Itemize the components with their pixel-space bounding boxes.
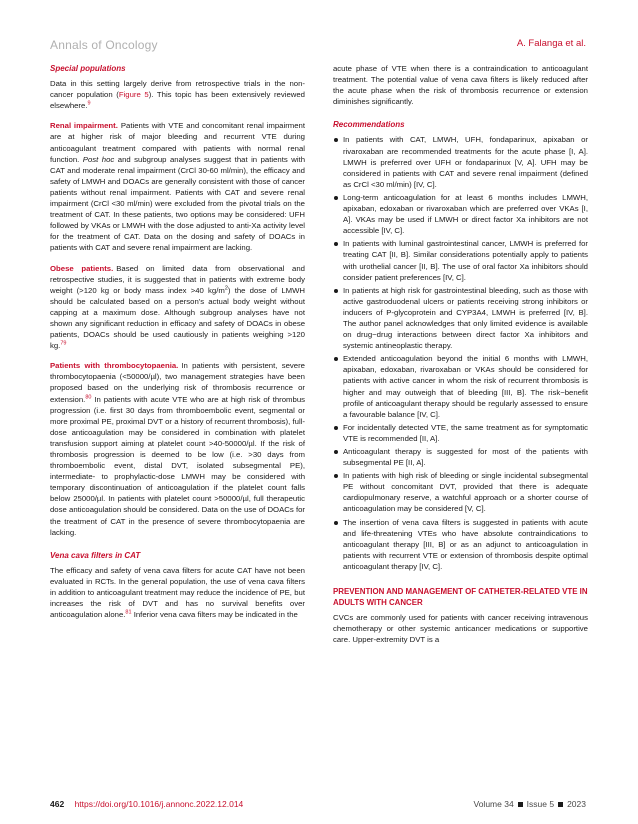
continued-paragraph: acute phase of VTE when there is a contraindication to anticoagulant treatment. The potential value of vena cava filters is likely reduced after the acute phase when the risk of thrombosis recurrence or extension diminishes significantly. [333,64,588,107]
list-item: The insertion of vena cava filters is suggested in patients with acute and life-threatening VTEs who have absolute contraindications to anticoagulant therapy [III, B] or as an adjunct to anticoagulation in patients with recurrent VTE or extension of thrombosis despite optimal anticoagulant therapy [IV, C]. [333,517,588,572]
left-column [50,63,305,629]
volume-info: Volume 34 Issue 5 2023 [473,799,586,809]
list-item: In patients with luminal gastrointestinal cancer, LMWH is preferred for treating CAT [II, B]. Similar considerations potentially apply to patients with urothelial cancer [II, B]. The use of oral factor Xa inhibitors should consider patient preferences [IV, C]. [333,238,588,282]
list-item: In patients with high risk of bleeding or single incidental subsegmental PE without concomitant DVT, provided that there is adequate cardiopulmonary reserve, a watchful approach or a shorter course of anticoagulation may be considered [V, C]. [333,470,588,514]
list-item: For incidentally detected VTE, the same treatment as for symptomatic VTE is recommended [II, A]. [333,422,588,444]
reference-link[interactable]: 81 [125,609,132,616]
renal-subheading: Renal impairment. [50,121,118,131]
right-column [333,63,588,654]
reference-link[interactable]: 80 [85,393,92,400]
list-item: Anticoagulant therapy is suggested for most of the patients with subsegmental PE [II, A]. [333,446,588,468]
list-item: In patients at high risk for gastrointestinal bleeding, such as those with active gastroduodenal ulcers or patients receiving strong inhibitors or inducers of P-glycoprotein and CYP3A4, LMWH is preferred [IV, B]. The author panel acknowledges that only limited evidence is available on drug−drug interactions between direct factor Xa inhibitors and systemic antineoplastic therapy. [333,285,588,352]
intro-paragraph: Data in this setting largely derive from retrospective trials in the non-cancer population (Figure 5). This topic has been extensively reviewed elsewhere.$^9$ [50,79,305,111]
list-item: Long-term anticoagulation for at least 6 months includes LMWH, apixaban, edoxaban or rivaroxaban which are preferred over VKAs [I, A]. VKAs may be used if LMWH or direct factor Xa inhibitors are not accessible [IV, C]. [333,192,588,236]
vena-cava-paragraph: The efficacy and safety of vena cava filters for acute CAT have not been evaluated in RCTs. In the general population, the use of vena cava filters in addition to anticoagulant treatment may reduce the incidence of PE, but increases the risk of DVT and has no survival benefits over anticoagulation alone.$^{81}$ Inferior vena cava filters may be indicated in the [50,565,305,620]
running-author: A. Falanga et al. [516,38,586,49]
section-paragraph: CVCs are commonly used for patients with cancer receiving intravenous chemotherapy or other systemic anticancer medications or supportive care. Upper-extremity DVT is a [333,613,588,645]
obese-subheading: Obese patients. [50,263,114,273]
separator-square-icon [558,802,563,807]
obese-paragraph: Obese patients. Based on limited data from observational and retrospective studies, it is suggested that in patients with extreme body weight (>120 kg or body mass index >40 $kg/m^2$) the dose of LMWH should be calculated based on a person's actual body weight without capping at a maximum dose. Although subgroup analyses have not shown any significant reduction in efficacy and safety of DOACs in obese patients, DOACs should be used cautiously in patients weighing >120 kg.$^{79}$ [50,263,305,351]
figure-link[interactable]: Figure 5 [118,90,149,100]
recommendations-heading: Recommendations [333,120,405,130]
doi-link[interactable]: https://doi.org/10.1016/j.annonc.2022.12.014 [74,799,244,809]
page-number: 462 [50,799,65,809]
thrombocytopaenia-paragraph: Patients with thrombocytopaenia. In patients with persistent, severe thrombocytopaenia (<50000/µl), two management strategies have been proposed based on the underlying risk of thrombosis recurrence or extension.$^{80}$ In patients with acute VTE who are at high risk of thrombus progression (i.e. first 30 days from thromboembolic event, segmental or more proximal PE, proximal DVT or a history of recurrent thrombosis), full-dose anticoagulation may be considered in combination with platelet transfusion support aiming at platelet count >40-50000/µl. If the risk of thrombosis progression is deemed to be low (i.e. >30 days from thromboembolic event, distal DVT, isolated subsegmental PE), intermediate- to prophylactic-dose LMWH may be considered with temporary discontinuation of anticoagulation if the platelet count falls below 25000/µl. In patients with platelet count >50000/µl, full therapeutic dose anticoagulation should be considered. Data on the use of DOACs for the treatment of CAT in the presence of severe thrombocytopaenia are lacking. [50,361,306,537]
separator-square-icon [518,802,523,807]
reference-link[interactable]: 79 [60,340,67,347]
recommendations-list [333,134,588,572]
renal-paragraph: Renal impairment. Patients with VTE and concomitant renal impairment are at higher risk of major bleeding and recurrent VTE during anticoagulant treatment compared with patients with normal renal function. Post hoc and subgroup analyses suggest that in patients with CAT and moderate renal impairment (CrCl 30-60 ml/min), the efficacy and safety of LMWH and DOACs are generally consistent with those of cancer patients without renal impairment. Patients with CAT and severe renal impairment (CrCl <30 ml/min) were excluded from the pivotal trials on the treatment of CAT. In these patients, two options may be considered: UFH followed by VKAs or LMWH with the dose adjusted to anti-Xa activity level for the treatment of CAT. Data on the dosing and safety of DOACs in patients with CAT and severe renal impairment are lacking. [50,121,306,253]
page-footer [50,799,586,809]
thrombocytopaenia-subheading: Patients with thrombocytopaenia. [50,361,179,371]
special-populations-heading: Special populations [50,64,126,73]
vena-cava-heading: Vena cava filters in CAT [50,550,141,560]
list-item: Extended anticoagulation beyond the initial 6 months with LMWH, apixaban, edoxaban, rivaroxaban or VKAs should be considered for patients with active cancer in whom the risk of recurrent thrombosis is higher and may outweigh that of bleeding [III, B]. The risk−benefit profile of anticoagulant therapy should be regularly assessed to ensure a favourable balance [IV, C]. [333,353,588,420]
section-heading: PREVENTION AND MANAGEMENT OF CATHETER-RELATED VTE IN ADULTS WITH CANCER [333,587,588,608]
journal-title: Annals of Oncology [50,38,158,52]
list-item: In patients with CAT, LMWH, UFH, fondaparinux, apixaban or rivaroxaban are recommended treatments for the acute phase [I, A]. LMWH is preferred over UFH or fondaparinux [V, A]. UFH may be considered in patients with CAT and severe renal impairment (defined as CrCl <30 ml/min) [IV, C]. [333,134,588,189]
reference-link[interactable]: 9 [87,100,91,107]
